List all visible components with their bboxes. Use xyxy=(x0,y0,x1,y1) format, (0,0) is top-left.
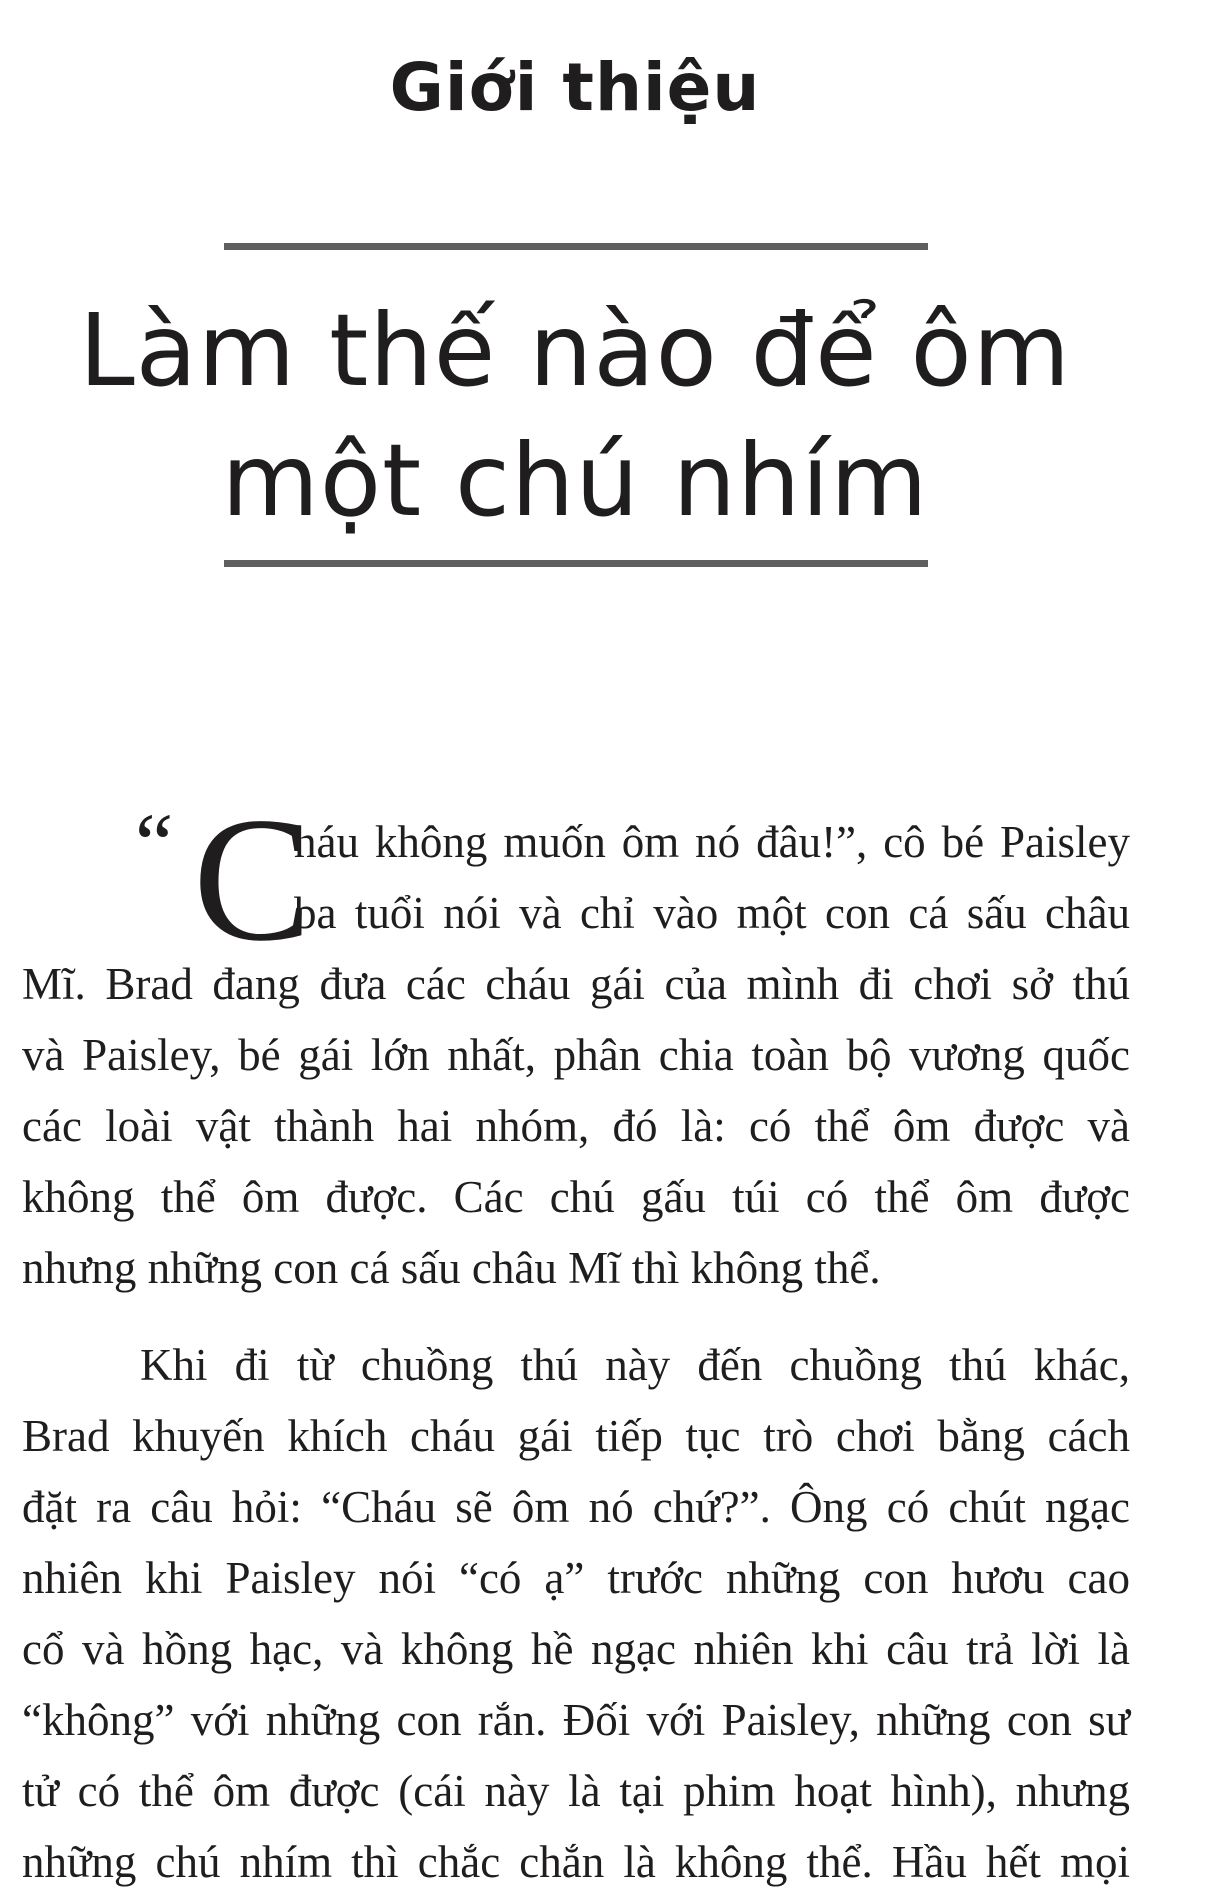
chapter-title-line-2: một chú nhím xyxy=(221,422,929,539)
paragraph-line: tử có thể ôm được (cái này là tại phim hoạt hình), nhưng xyxy=(22,1766,1130,1816)
paragraph-1 xyxy=(22,807,1130,1304)
paragraph-line: Khi đi từ chuồng thú này đến chuồng thú khác, xyxy=(140,1340,1130,1390)
paragraph-line: cổ và hồng hạc, và không hề ngạc nhiên khi câu trả lời là xyxy=(22,1624,1130,1674)
paragraph-line: “không” với những con rắn. Đối với Paisley, những con sư xyxy=(22,1695,1130,1745)
paragraph-line: các loài vật thành hai nhóm, đó là: có thể ôm được và xyxy=(22,1101,1130,1151)
paragraph-line: ba tuổi nói và chỉ vào một con cá sấu châu xyxy=(294,888,1130,938)
paragraph-line: Mĩ. Brad đang đưa các cháu gái của mình đi chơi sở thú xyxy=(22,959,1130,1009)
paragraph-2 xyxy=(22,1330,1130,1898)
paragraph-line: không thể ôm được. Các chú gấu túi có thể ôm được xyxy=(22,1172,1130,1222)
opening-quote-mark: “ xyxy=(135,795,174,891)
paragraph-line: nhiên khi Paisley nói “có ạ” trước những con hươu cao xyxy=(22,1553,1130,1603)
paragraph-line: và Paisley, bé gái lớn nhất, phân chia toàn bộ vương quốc xyxy=(22,1030,1130,1080)
paragraph-line: những chú nhím thì chắc chắn là không thể. Hầu hết mọi xyxy=(22,1837,1130,1887)
paragraph-line: Brad khuyến khích cháu gái tiếp tục trò chơi bằng cách xyxy=(22,1411,1130,1461)
paragraph-line: đặt ra câu hỏi: “Cháu sẽ ôm nó chứ?”. Ông có chút ngạc xyxy=(22,1482,1130,1532)
paragraph-line: nhưng những con cá sấu châu Mĩ thì không thể. xyxy=(22,1243,881,1293)
chapter-title-line-1: Làm thế nào để ôm xyxy=(78,292,1072,409)
title-rule-top xyxy=(224,243,928,250)
title-rule-bottom xyxy=(224,560,928,567)
paragraph-line: háu không muốn ôm nó đâu!”, cô bé Paisley xyxy=(294,817,1130,867)
chapter-title xyxy=(60,286,1090,546)
section-label: Giới thiệu xyxy=(389,49,761,126)
drop-cap-letter: C xyxy=(193,780,312,978)
